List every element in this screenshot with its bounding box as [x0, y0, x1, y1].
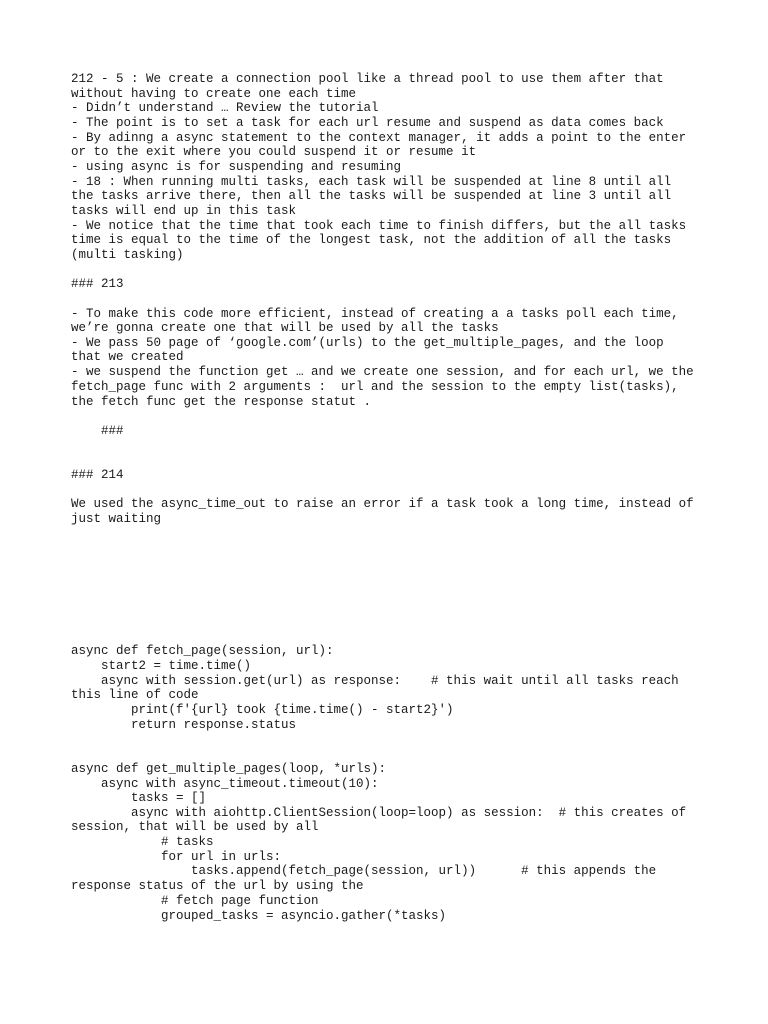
text-line: the tasks arrive there, then all the tasks will be suspended at line 3 until all — [71, 189, 672, 203]
section-heading: ### 214 — [71, 468, 124, 482]
code-line: # fetch page function — [71, 894, 319, 908]
code-line: print(f'{url} took {time.time() - start2}') — [71, 703, 454, 717]
text-line: - To make this code more efficient, instead of creating a a tasks poll each time, — [71, 307, 679, 321]
text-line: we’re gonna create one that will be used by all the tasks — [71, 321, 499, 335]
code-line: grouped_tasks = asyncio.gather(*tasks) — [71, 909, 447, 923]
text-line: time is equal to the time of the longest task, not the addition of all the tasks — [71, 233, 672, 247]
text-line: tasks will end up in this task — [71, 204, 297, 218]
code-line: tasks.append(fetch_page(session, url)) # this appends the — [71, 864, 657, 878]
code-line: # tasks — [71, 835, 214, 849]
code-line: this line of code — [71, 688, 199, 702]
code-line: async with async_timeout.timeout(10): — [71, 777, 379, 791]
text-line: (multi tasking) — [71, 248, 184, 262]
code-line: return response.status — [71, 718, 297, 732]
code-line: async with aiohttp.ClientSession(loop=loop) as session: # this creates of — [71, 806, 687, 820]
code-line: async def fetch_page(session, url): — [71, 644, 334, 658]
code-line: async def get_multiple_pages(loop, *urls): — [71, 762, 387, 776]
code-line: session, that will be used by all — [71, 820, 319, 834]
text-line: fetch_page func with 2 arguments : url and the session to the empty list(tasks), — [71, 380, 679, 394]
text-line: - We pass 50 page of ‘google.com’(urls) to the get_multiple_pages, and the loop — [71, 336, 664, 350]
code-line: start2 = time.time() — [71, 659, 252, 673]
code-line: async with session.get(url) as response: # this wait until all tasks reach — [71, 674, 679, 688]
text-line: - By adinng a async statement to the context manager, it adds a point to the enter — [71, 131, 687, 145]
text-line: that we created — [71, 350, 184, 364]
text-line: - The point is to set a task for each url resume and suspend as data comes back — [71, 116, 664, 130]
text-line: - using async is for suspending and resuming — [71, 160, 402, 174]
section-heading: ### — [71, 424, 124, 438]
text-line: - Didn’t understand … Review the tutorial — [71, 101, 379, 115]
text-line: - we suspend the function get … and we create one session, and for each url, we the — [71, 365, 694, 379]
text-line: or to the exit where you could suspend it or resume it — [71, 145, 477, 159]
text-line: without having to create one each time — [71, 87, 357, 101]
code-line: tasks = [] — [71, 791, 207, 805]
text-line: just waiting — [71, 512, 162, 526]
text-line: 212 - 5 : We create a connection pool like a thread pool to use them after that — [71, 72, 664, 86]
text-line: - We notice that the time that took each time to finish differs, but the all tasks — [71, 219, 687, 233]
code-line: for url in urls: — [71, 850, 282, 864]
text-line: the fetch func get the response statut . — [71, 395, 372, 409]
text-line: - 18 : When running multi tasks, each task will be suspended at line 8 until all — [71, 175, 672, 189]
text-line: We used the async_time_out to raise an error if a task took a long time, instead of — [71, 497, 694, 511]
code-line: response status of the url by using the — [71, 879, 364, 893]
section-heading: ### 213 — [71, 277, 124, 291]
